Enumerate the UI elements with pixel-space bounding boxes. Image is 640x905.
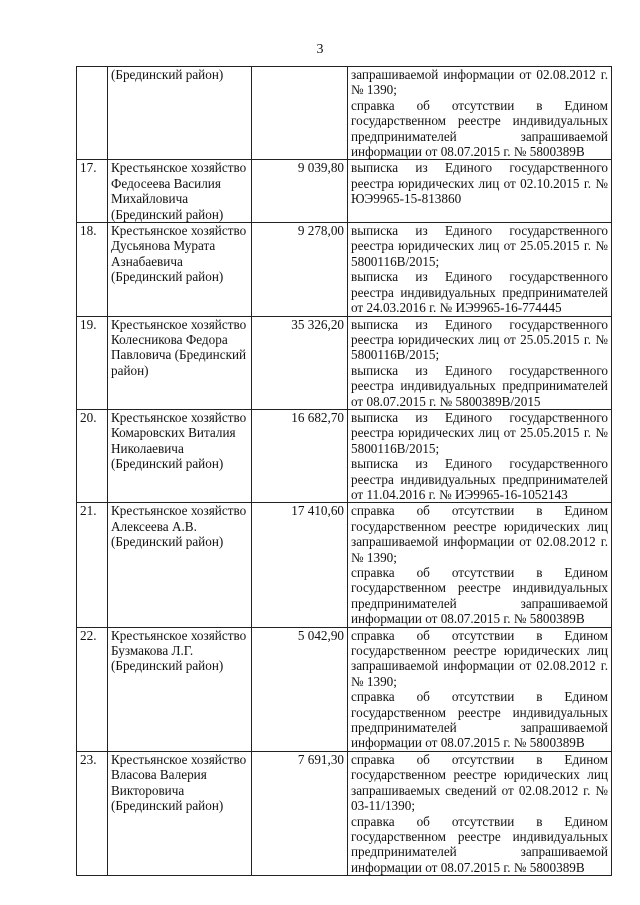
farm-name: Крестьянское хозяйство Колесникова Федора Павловича (Брединский район)	[108, 316, 252, 409]
document-entry: выписка из Единого государственного реестра юридических лиц от 25.05.2015 г. № 5800116В/2015;	[351, 316, 608, 363]
documents-cell	[348, 409, 612, 502]
row-number: 17.	[77, 160, 108, 223]
document-entry: запрашиваемой информации от 02.08.2012 г. № 1390;	[351, 67, 608, 98]
document-entry: выписка из Единого государственного реестра юридических лиц от 25.05.2015 г. № 5800116В/2015;	[351, 223, 608, 269]
document-entry: справка об отсутствии в Едином государственном реестре индивидуальных предпринимателей запрашиваемой информации от 08.07.2015 г. № 5800389В	[351, 813, 608, 875]
amount: 35 326,20	[252, 316, 348, 409]
farm-name: Крестьянское хозяйство Федосеева Василия Михайловича (Брединский район)	[108, 160, 252, 223]
amount: 9 278,00	[252, 223, 348, 316]
amount: 5 042,90	[252, 627, 348, 751]
row-number: 21.	[77, 503, 108, 627]
amount: 16 682,70	[252, 409, 348, 502]
document-entry: выписка из Единого государственного реестра юридических лиц от 25.05.2015 г. № 5800116В/2015;	[351, 409, 608, 456]
table-row	[77, 409, 612, 502]
farm-name: Крестьянское хозяйство Бузмакова Л.Г. (Брединский район)	[108, 627, 252, 751]
amount	[252, 67, 348, 160]
amount: 17 410,60	[252, 503, 348, 627]
table-row	[77, 67, 612, 160]
row-number: 18.	[77, 223, 108, 316]
document-entry: справка об отсутствии в Едином государственном реестре юридических лиц запрашиваемых сведений от 02.08.2012 г. № 03-11/1390;	[351, 751, 608, 814]
farm-name: Крестьянское хозяйство Алексеева А.В. (Брединский район)	[108, 503, 252, 627]
document-entry: справка об отсутствии в Едином государственном реестре индивидуальных предпринимателей запрашиваемой информации от 08.07.2015 г. № 5800389В	[351, 689, 608, 751]
row-number	[77, 67, 108, 160]
documents-cell	[348, 223, 612, 316]
document-entry: справка об отсутствии в Едином государственном реестре юридических лиц запрашиваемой информации от 02.08.2012 г. № 1390;	[351, 503, 608, 565]
table-row	[77, 316, 612, 409]
document-entry: выписка из Единого государственного реестра индивидуальных предпринимателей от 08.07.2015 г. № 5800389В/2015	[351, 362, 608, 409]
table-row	[77, 627, 612, 751]
page-number: 3	[316, 42, 324, 57]
row-number: 23.	[77, 751, 108, 875]
documents-cell	[348, 67, 612, 160]
table-row	[77, 223, 612, 316]
amount: 7 691,30	[252, 751, 348, 875]
farms-table	[76, 66, 612, 876]
table-row	[77, 751, 612, 875]
farm-name: Крестьянское хозяйство Комаровских Виталия Николаевича (Брединский район)	[108, 409, 252, 502]
farm-name: Крестьянское хозяйство Дусьянова Мурата Азнабаевича (Брединский район)	[108, 223, 252, 316]
farm-name: (Брединский район)	[108, 67, 252, 160]
amount: 9 039,80	[252, 160, 348, 223]
document-entry: выписка из Единого государственного реестра юридических лиц от 02.10.2015 г. № ЮЭ9965-15-813860	[351, 160, 608, 207]
row-number: 20.	[77, 409, 108, 502]
farm-name: Крестьянское хозяйство Власова Валерия Викторовича (Брединский район)	[108, 751, 252, 875]
documents-cell	[348, 160, 612, 223]
table-row	[77, 503, 612, 627]
document-entry: справка об отсутствии в Едином государственном реестре индивидуальных предпринимателей запрашиваемой информации от 08.07.2015 г. № 5800389В	[351, 97, 608, 160]
documents-cell	[348, 316, 612, 409]
table-row	[77, 160, 612, 223]
document-entry: выписка из Единого государственного реестра индивидуальных предпринимателей от 24.03.2016 г. № ИЭ9965-16-774445	[351, 269, 608, 316]
document-entry: справка об отсутствии в Едином государственном реестре индивидуальных предпринимателей запрашиваемой информации от 08.07.2015 г. № 5800389В	[351, 565, 608, 627]
document-entry: справка об отсутствии в Едином государственном реестре юридических лиц запрашиваемой информации от 02.08.2012 г. № 1390;	[351, 627, 608, 689]
document-entry: выписка из Единого государственного реестра индивидуальных предпринимателей от 11.04.2016 г. № ИЭ9965-16-1052143	[351, 456, 608, 502]
row-number: 19.	[77, 316, 108, 409]
row-number: 22.	[77, 627, 108, 751]
documents-cell	[348, 751, 612, 875]
documents-cell	[348, 627, 612, 751]
documents-cell	[348, 503, 612, 627]
